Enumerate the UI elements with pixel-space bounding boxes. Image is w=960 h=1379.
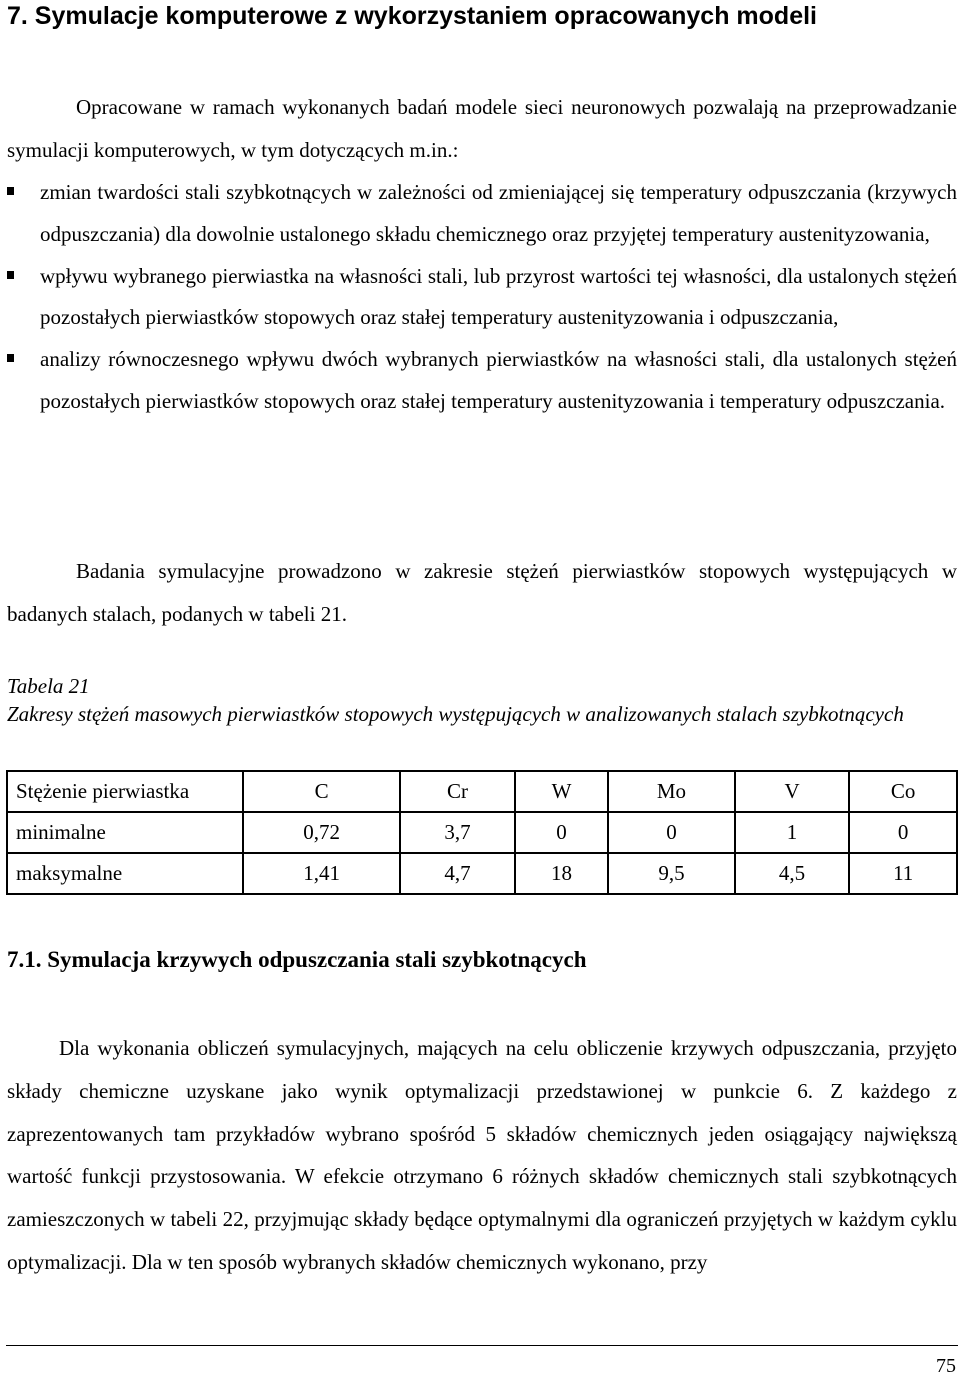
intro-paragraph: Opracowane w ramach wykonanych badań modele sieci neuronowych pozwalają na przeprowadzanie symulacji komputerowych, w tym dotyczących m.in.:	[7, 95, 957, 162]
table-header-cell: W	[515, 771, 608, 812]
list-item-text: wpływu wybranego pierwiastka na własności stali, lub przyrost wartości tej własności, dla ustalonych stężeń pozostałych pierwiastków stopowych oraz stałej temperatury austenityzowania i odpuszczania,	[40, 263, 957, 330]
table-cell: 3,7	[400, 812, 515, 853]
table-caption-title: Tabela 21	[7, 674, 90, 698]
table-cell: 18	[515, 853, 608, 894]
table-caption-subtitle: Zakresy stężeń masowych pierwiastków stopowych występujących w analizowanych stalach szybkotnących	[7, 702, 904, 726]
simulation-range-paragraph: Badania symulacyjne prowadzono w zakresie stężeń pierwiastków stopowych występujących w badanych stalach, podanych w tabeli 21.	[7, 559, 957, 626]
table-cell: 11	[849, 853, 957, 894]
list-item-text: analizy równoczesnego wpływu dwóch wybranych pierwiastków na własności stali, dla ustalonych stężeń pozostałych pierwiastków stopowych oraz stałej temperatury austenityzowania i temperatury odpuszczania.	[40, 347, 957, 413]
table-cell: 0,72	[243, 812, 400, 853]
table-header-cell: Co	[849, 771, 957, 812]
table-cell: minimalne	[7, 812, 243, 853]
table-cell: 4,7	[400, 853, 515, 894]
table-cell: 0	[849, 812, 957, 853]
list-item	[0, 172, 957, 256]
chapter-heading: 7. Symulacje komputerowe z wykorzystaniem opracowanych modeli	[7, 2, 817, 30]
table-cell: 0	[608, 812, 735, 853]
table-header-cell: C	[243, 771, 400, 812]
square-bullet-icon	[7, 271, 14, 279]
section-heading: 7.1. Symulacja krzywych odpuszczania stali szybkotnących	[7, 947, 587, 972]
table-cell: maksymalne	[7, 853, 243, 894]
concentration-table	[6, 770, 958, 895]
table-row	[7, 853, 957, 894]
list-item	[0, 339, 957, 423]
section-paragraph: Dla wykonania obliczeń symulacyjnych, mających na celu obliczenie krzywych odpuszczania, przyjęto składy chemiczne uzyskane jako wynik optymalizacji przedstawionej w punkcie 6. Z każdego z zaprezentowanych tam przykładów wybrano spośród 5 składów chemicznych jeden osiągający największą wartość funkcji przystosowania. W efekcie otrzymano 6 różnych składów chemicznych stali szybkotnących zamieszczonych w tabeli 22, przyjmując składy będące optymalnymi dla ograniczeń przyjętych w każdym cyklu optymalizacji. Dla w ten sposób wybranych składów chemicznych wykonano, przy	[7, 1036, 957, 1274]
table-header-cell: V	[735, 771, 850, 812]
table-header-cell: Cr	[400, 771, 515, 812]
table-cell: 1	[735, 812, 850, 853]
table-header-cell: Mo	[608, 771, 735, 812]
table-cell: 9,5	[608, 853, 735, 894]
square-bullet-icon	[7, 354, 14, 362]
table-cell: 1,41	[243, 853, 400, 894]
table-row	[7, 812, 957, 853]
list-item	[0, 256, 957, 340]
table-cell: 4,5	[735, 853, 850, 894]
table-cell: 0	[515, 812, 608, 853]
table-header-row	[7, 771, 957, 812]
table-header-cell: Stężenie pierwiastka	[7, 771, 243, 812]
page-number: 75	[936, 1355, 956, 1377]
bullet-list	[0, 172, 960, 423]
footer-divider	[6, 1345, 958, 1346]
square-bullet-icon	[7, 187, 14, 195]
list-item-text: zmian twardości stali szybkotnących w zależności od zmieniającej się temperatury odpuszczania (krzywych odpuszczania) dla dowolnie ustalonego składu chemicznego oraz przyjętej temperatury austenityzowania,	[40, 180, 957, 246]
